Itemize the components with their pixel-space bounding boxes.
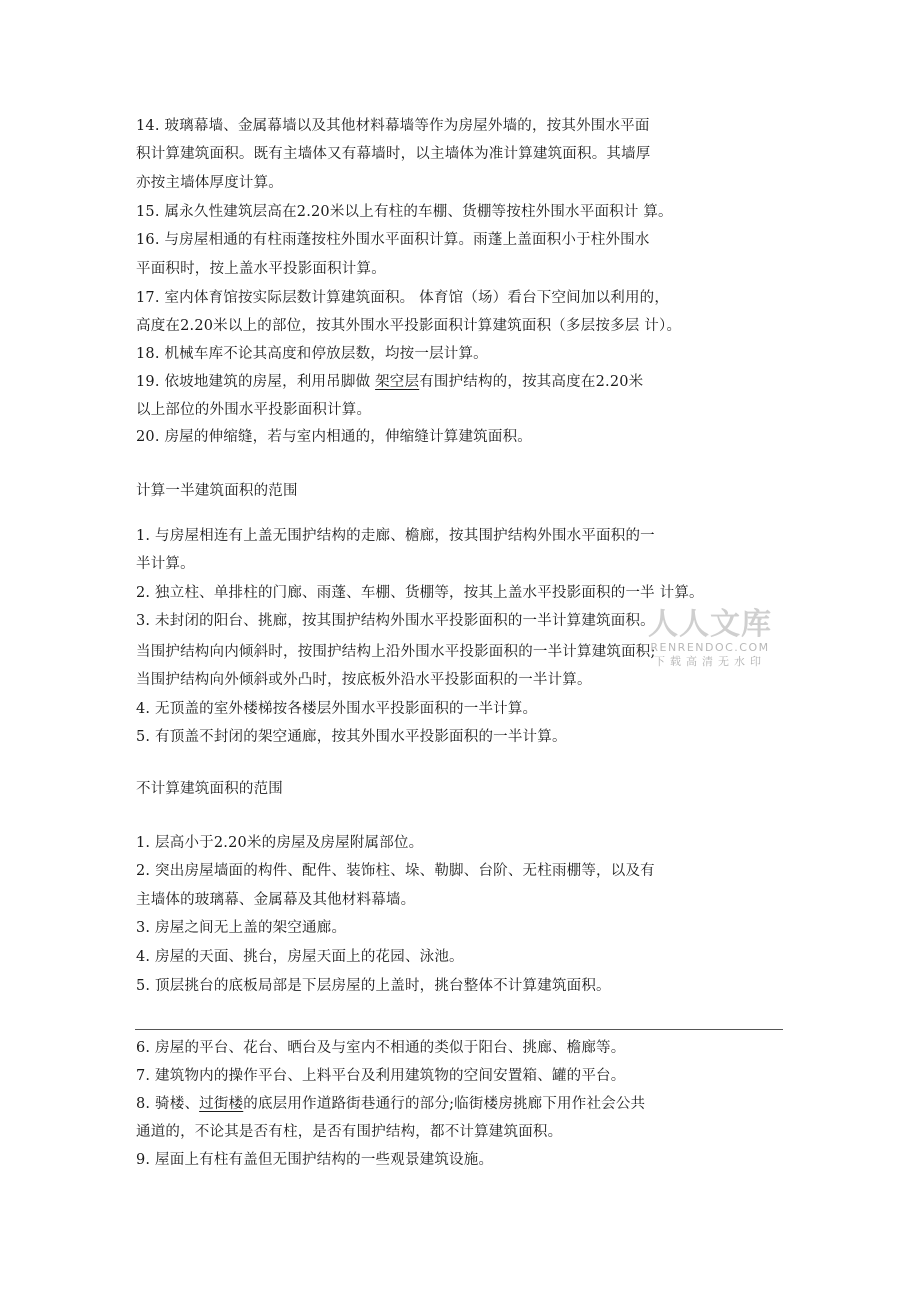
- item-8-prefix: 8. 骑楼、: [136, 1096, 200, 1112]
- text-line: 4. 房屋的天面、挑台，房屋天面上的花园、泳池。: [136, 949, 464, 965]
- text-line: 1. 层高小于2.20米的房屋及房屋附属部位。: [136, 835, 424, 851]
- link-guojielou[interactable]: 过街楼: [199, 1096, 244, 1112]
- text-line: 15. 属永久性建筑层高在2.20米以上有柱的车棚、货棚等按柱外围水平面积计 算。: [136, 204, 673, 220]
- text-line: 2. 突出房屋墙面的构件、配件、装饰柱、垛、勒脚、台阶、无柱雨棚等，以及有: [136, 863, 655, 879]
- text-line: 9. 屋面上有柱有盖但无围护结构的一些观景建筑设施。: [136, 1152, 494, 1168]
- horizontal-divider: [135, 1029, 783, 1030]
- text-line: 高度在2.20米以上的部位，按其外围水平投影面积计算建筑面积（多层按多层 计）。: [136, 318, 682, 334]
- text-line: 半计算。: [136, 556, 195, 572]
- text-line: 6. 房屋的平台、花台、晒台及与室内不相通的类似于阳台、挑廊、檐廊等。: [136, 1040, 626, 1056]
- text-line: 通道的，不论其是否有柱，是否有围护结构，都不计算建筑面积。: [136, 1124, 563, 1140]
- watermark: [640, 608, 780, 684]
- text-line: 16. 与房屋相通的有柱雨蓬按柱外围水平面积计算。雨蓬上盖面积小于柱外围水: [136, 232, 650, 248]
- watermark-url: RENRENDOC.COM: [650, 641, 770, 654]
- text-line: 3. 未封闭的阳台、挑廊，按其围护结构外围水平投影面积的一半计算建筑面积。: [136, 613, 655, 629]
- text-line: 20. 房屋的伸缩缝，若与室内相通的，伸缩缝计算建筑面积。: [136, 429, 532, 445]
- link-jiakongceng[interactable]: 架空层: [375, 374, 420, 390]
- section-heading-excluded-area: 不计算建筑面积的范围: [136, 781, 283, 797]
- text-line: 4. 无顶盖的室外楼梯按各楼层外围水平投影面积的一半计算。: [136, 701, 538, 717]
- text-line: 当围护结构向内倾斜时，按围护结构上沿外围水平投影面积的一半计算建筑面积;: [136, 644, 656, 660]
- text-line: 平面积时，按上盖水平投影面积计算。: [136, 261, 386, 277]
- item-8-suffix: 的底层用作道路街巷通行的部分;临街楼房挑廊下用作社会公共: [243, 1096, 646, 1112]
- text-line: 积计算建筑面积。既有主墙体又有幕墙时，以主墙体为准计算建筑面积。其墙厚: [136, 146, 651, 162]
- text-line: 14. 玻璃幕墙、金属幕墙以及其他材料幕墙等作为房屋外墙的，按其外围水平面: [136, 118, 650, 134]
- section-heading-half-area: 计算一半建筑面积的范围: [136, 483, 298, 499]
- text-line: [136, 1094, 645, 1114]
- watermark-logo: 人人文库: [648, 607, 772, 642]
- text-line: 3. 房屋之间无上盖的架空通廊。: [136, 920, 347, 936]
- text-line: 2. 独立柱、单排柱的门廊、雨蓬、车棚、货棚等，按其上盖水平投影面积的一半 计算。: [136, 585, 704, 601]
- text-line: 当围护结构向外倾斜或外凸时，按底板外沿水平投影面积的一半计算。: [136, 672, 592, 688]
- text-line: 7. 建筑物内的操作平台、上料平台及利用建筑物的空间安置箱、罐的平台。: [136, 1068, 626, 1084]
- text-line: 5. 有顶盖不封闭的架空通廊，按其外围水平投影面积的一半计算。: [136, 729, 567, 745]
- text-line: [136, 372, 643, 392]
- text-line: 以上部位的外围水平投影面积计算。: [136, 402, 372, 418]
- text-line: 1. 与房屋相连有上盖无围护结构的走廊、檐廊，按其围护结构外围水平面积的一: [136, 528, 655, 544]
- watermark-subtitle: 下载高清无水印: [654, 655, 766, 668]
- text-line: 主墙体的玻璃幕、金属幕及其他材料幕墙。: [136, 892, 416, 908]
- text-line: 亦按主墙体厚度计算。: [136, 175, 283, 191]
- item-19-suffix: 有围护结构的，按其高度在2.20米: [419, 374, 644, 390]
- text-line: 17. 室内体育馆按实际层数计算建筑面积。 体育馆（场）看台下空间加以利用的，: [136, 290, 670, 306]
- item-19-prefix: 19. 依坡地建筑的房屋，利用吊脚做: [136, 374, 376, 390]
- text-line: 5. 顶层挑台的底板局部是下层房屋的上盖时，挑台整体不计算建筑面积。: [136, 978, 611, 994]
- text-line: 18. 机械车库不论其高度和停放层数，均按一层计算。: [136, 346, 488, 362]
